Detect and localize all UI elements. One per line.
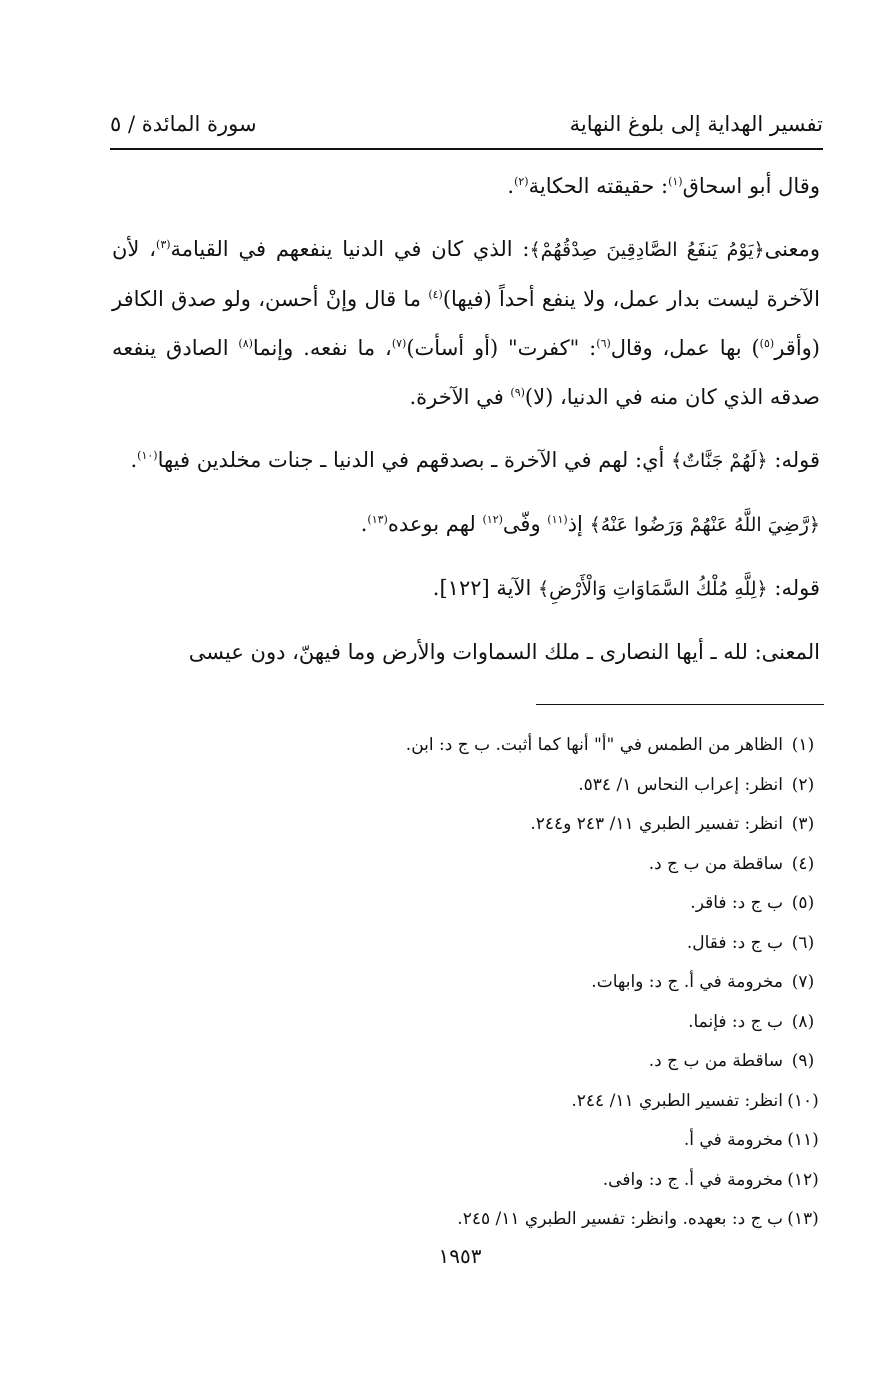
running-header (110, 104, 823, 144)
paragraph-6 (112, 628, 820, 677)
footnotes-list (300, 726, 823, 1240)
footnote-text: ب ج د: فإنما. (688, 1011, 783, 1032)
footnote-item (300, 924, 823, 964)
footnote-text: ساقطة من ب ج د. (648, 853, 783, 874)
paragraph-5 (112, 564, 820, 614)
footnote-number: (١٠) (787, 1090, 819, 1111)
text-span: . (507, 174, 515, 198)
paragraph-3 (112, 436, 820, 486)
footnote-ref[interactable]: (٥) (759, 337, 775, 350)
footnote-item (300, 884, 823, 924)
footnote-number: (٣) (791, 814, 815, 834)
footnote-ref[interactable]: (١٣) (367, 513, 388, 526)
text-span: : حقيقته الحكاية (528, 174, 669, 198)
page-number: ١٩٥٣ (438, 1244, 482, 1268)
paragraph-1 (112, 162, 820, 211)
quran-verse: ﴿رَّضِيَ اللَّهُ عَنْهُمْ وَرَضُوا عَنْهُ﴾ (589, 514, 820, 536)
footnote-item (300, 963, 823, 1003)
footnote-ref[interactable]: (٨) (238, 337, 253, 350)
footnote-number: (١٣) (787, 1209, 819, 1229)
footnote-text: ب ج د: فقال. (686, 932, 783, 953)
text-span: ، لأن الآخرة ليست بدار عمل، ولا ينفع أحداً (فيها) (112, 237, 820, 311)
main-text (112, 162, 820, 691)
book-title: تفسير الهداية إلى بلوغ النهاية (569, 112, 823, 136)
quran-verse: ﴿لِلَّهِ مُلْكُ السَّمَاوَاتِ وَالْأَرْضِ﴾ (537, 578, 768, 600)
footnote-item (300, 766, 823, 806)
footnote-text: ب ج د: بعهده. وانظر: تفسير الطبري ١١/ ٢٤٥. (457, 1209, 783, 1229)
footnote-number: (٧) (791, 972, 815, 992)
footnote-number: (٩) (791, 1051, 815, 1071)
quran-verse: ﴿يَوْمُ يَنفَعُ الصَّادِقِينَ صِدْقُهُمْ﴾ (529, 239, 765, 261)
footnote-number: (٤) (791, 853, 815, 874)
footnote-separator (536, 704, 824, 705)
footnote-item (300, 1121, 823, 1161)
text-span: لهم بوعده (387, 512, 483, 536)
footnote-item (300, 726, 823, 766)
text-span: إذ (567, 512, 590, 536)
footnote-text: انظر: إعراب النحاس ١/ ٥٣٤. (578, 774, 783, 795)
footnote-number: (٨) (791, 1011, 815, 1032)
footnote-item (300, 1003, 823, 1043)
text-span: ما قال وإنْ أحسن، ولو صدق الكافر (وأقر (112, 287, 820, 360)
header-rule (110, 148, 823, 150)
text-span: : "كفرت" (أو أسأت) (406, 336, 597, 360)
text-span: ) بها عمل، وقال (610, 336, 760, 360)
text-span: وفّى (502, 512, 548, 536)
text-span: قوله: (774, 576, 820, 600)
text-span: الصادق ينفعه صدقه الذي كان منه في الدنيا، (لا) (112, 336, 820, 409)
footnote-text: انظر: تفسير الطبري ١١/ ٢٤٣ و٢٤٤. (530, 814, 783, 834)
footnote-item (300, 805, 823, 845)
footnote-ref[interactable]: (٤) (428, 288, 443, 301)
quran-verse: ﴿لَهُمْ جَنَّاتٌ﴾ (671, 450, 768, 472)
text-span: . (130, 448, 138, 472)
footnote-number: (٦) (791, 932, 815, 953)
footnote-ref[interactable]: (١) (668, 175, 683, 188)
text-span: . (360, 512, 368, 536)
footnote-ref[interactable]: (٧) (391, 337, 407, 350)
text-span: قوله: (774, 448, 820, 472)
text-span: ومعنى (764, 237, 820, 261)
footnote-ref[interactable]: (٩) (510, 386, 525, 399)
paragraph-4 (112, 500, 820, 550)
footnote-text: مخرومة في أ. ج د: وابهات. (591, 972, 783, 992)
footnote-number: (١١) (787, 1130, 819, 1150)
footnote-item (300, 1082, 823, 1122)
text-span: أي: لهم في الآخرة ـ بصدقهم في الدنيا ـ جنات مخلدين فيها (157, 448, 672, 472)
footnote-ref[interactable]: (١٠) (137, 449, 158, 462)
footnote-ref[interactable]: (٦) (596, 337, 611, 350)
text-span: ، ما نفعه. وإنما (252, 336, 392, 360)
footnote-ref[interactable]: (١٢) (482, 513, 503, 526)
footnote-item (300, 845, 823, 885)
footnote-number: (٢) (791, 774, 815, 795)
footnote-ref[interactable]: (٣) (156, 238, 171, 251)
text-span: وقال أبو اسحاق (682, 174, 820, 198)
footnote-text: ساقطة من ب ج د. (648, 1051, 783, 1071)
footnote-number: (١) (791, 735, 815, 755)
surah-label: سورة المائدة / ٥ (110, 112, 257, 136)
footnote-number: (٥) (791, 893, 815, 913)
footnote-text: الظاهر من الطمس في "أ" أنها كما أثبت. ب ج د: ابن. (405, 735, 783, 755)
footnote-text: مخرومة في أ. ج د: وافى. (602, 1169, 783, 1190)
footnote-text: مخرومة في أ. (683, 1130, 783, 1150)
footnote-text: ب ج د: فاقر. (690, 893, 783, 913)
text-span: في الآخرة. (409, 385, 511, 409)
text-span: الآية [١٢٢]. (432, 576, 538, 600)
footnote-text: انظر: تفسير الطبري ١١/ ٢٤٤. (571, 1090, 783, 1111)
text-span: المعنى: لله ـ أيها النصارى ـ ملك السماوات والأرض وما فيهنّ، دون عيسى (188, 640, 820, 664)
paragraph-2 (112, 225, 820, 422)
footnote-ref[interactable]: (١١) (547, 513, 568, 526)
footnote-ref[interactable]: (٢) (514, 175, 529, 188)
footnote-item (300, 1161, 823, 1201)
footnote-item (300, 1042, 823, 1082)
footnote-item (300, 1200, 823, 1240)
text-span: : الذي كان في الدنيا ينفعهم في القيامة (170, 237, 530, 261)
footnote-number: (١٢) (787, 1169, 819, 1190)
